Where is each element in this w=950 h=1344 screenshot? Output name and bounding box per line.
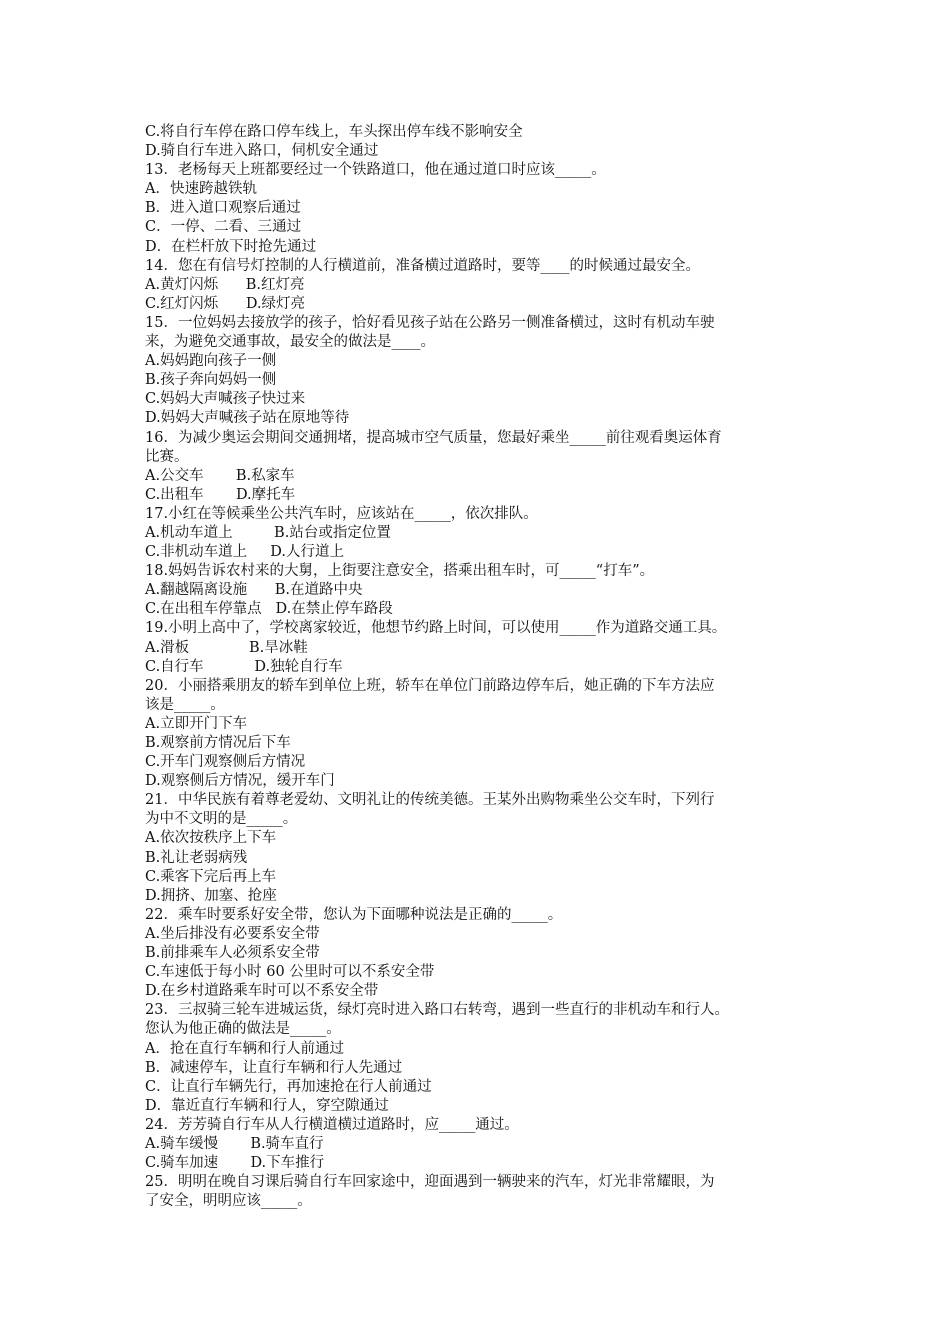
text-line: C.红灯闪烁 D.绿灯亮 (145, 295, 306, 312)
text-line: A.坐后排没有必要系安全带 (145, 925, 320, 942)
text-line: 您认为他正确的做法是_____。 (145, 1021, 341, 1038)
text-line: A．快速跨越铁轨 (145, 181, 257, 198)
text-line: D．在栏杆放下时抢先通过 (145, 238, 317, 255)
text-line: D.在乡村道路乘车时可以不系安全带 (145, 983, 379, 1000)
text-line: 来，为避免交通事故，最安全的做法是____。 (145, 334, 435, 351)
text-line: 15．一位妈妈去接放学的孩子，恰好看见孩子站在公路另一侧准备横过，这时有机动车驶 (145, 314, 715, 331)
text-line: 为中不文明的是_____。 (145, 811, 298, 828)
text-line: B.礼让老弱病残 (145, 849, 248, 866)
text-line: 14．您在有信号灯控制的人行横道前，准备横过道路时，要等____的时候通过最安全。 (145, 257, 700, 274)
text-line: 17.小红在等候乘坐公共汽车时，应该站在_____，依次排队。 (145, 505, 538, 522)
text-line: 21．中华民族有着尊老爱幼、文明礼让的传统美德。王某外出购物乘坐公交车时，下列行 (145, 792, 715, 809)
text-line: C.出租车 D.摩托车 (145, 486, 296, 503)
text-line: C.车速低于每小时 60 公里时可以不系安全带 (145, 964, 435, 981)
text-line: A．抢在直行车辆和行人前通过 (145, 1040, 344, 1057)
text-line: 比赛。 (145, 448, 189, 465)
text-line: C.骑车加速 D.下车推行 (145, 1155, 325, 1172)
text-line: A.黄灯闪烁 B.红灯亮 (145, 276, 305, 293)
text-line: 该是_____。 (145, 696, 225, 713)
text-line: 25．明明在晚自习课后骑自行车回家途中，迎面遇到一辆驶来的汽车，灯光非常耀眼，为 (145, 1174, 715, 1191)
text-line: 16．为减少奥运会期间交通拥堵，提高城市空气质量，您最好乘坐_____前往观看奥运体育 (145, 429, 722, 446)
text-line: C．一停、二看、三通过 (145, 219, 302, 236)
text-line: B.观察前方情况后下车 (145, 735, 291, 751)
text-line: B．进入道口观察后通过 (145, 200, 301, 217)
text-line: B．减速停车，让直行车辆和行人先通过 (145, 1059, 403, 1076)
text-line: A.机动车道上 B.站台或指定位置 (145, 524, 391, 541)
text-line: B.孩子奔向妈妈一侧 (145, 372, 277, 389)
document-page (145, 123, 815, 1211)
text-line: A.依次按秩序上下车 (145, 830, 277, 847)
text-line: A.公交车 B.私家车 (145, 467, 295, 484)
text-line: 23．三叔骑三轮车进城运货，绿灯亮时进入路口右转弯，遇到一些直行的非机动车和行人。 (145, 1002, 729, 1019)
text-line: A.骑车缓慢 B.骑车直行 (145, 1135, 324, 1152)
text-line: A.立即开门下车 (145, 715, 248, 732)
text-line: C.妈妈大声喊孩子快过来 (145, 391, 306, 408)
text-line: C.非机动车道上 D.人行道上 (145, 544, 344, 561)
text-line: 19.小明上高中了，学校离家较近，他想节约路上时间，可以使用_____作为道路交通工具。 (145, 620, 727, 637)
text-line: A.妈妈跑向孩子一侧 (145, 353, 277, 370)
text-line: C.自行车 D.独轮自行车 (145, 658, 343, 675)
text-line: C.乘客下完后再上车 (145, 868, 277, 885)
text-line: 20．小丽搭乘朋友的轿车到单位上班，轿车在单位门前路边停车后，她正确的下车方法应 (145, 677, 715, 694)
text-line: D.骑自行车进入路口，伺机安全通过 (145, 143, 379, 160)
text-line: D.观察侧后方情况，缓开车门 (145, 773, 335, 790)
text-line: 了安全，明明应该_____。 (145, 1193, 312, 1210)
text-line: C.开车门观察侧后方情况 (145, 754, 306, 771)
text-line: 22．乘车时要系好安全带，您认为下面哪种说法是正确的_____。 (145, 906, 563, 923)
text-line: 24．芳芳骑自行车从人行横道横过道路时，应_____通过。 (145, 1116, 519, 1133)
text-line: A.翻越隔离设施 B.在道路中央 (145, 582, 363, 599)
text-line: A.滑板 B.旱冰鞋 (145, 639, 308, 656)
text-line: 18.妈妈告诉农村来的大舅，上街要注意安全，搭乘出租车时，可_____“打车”。 (145, 563, 655, 580)
text-line: D.拥挤、加塞、抢座 (145, 887, 277, 904)
text-line: C．让直行车辆先行，再加速抢在行人前通过 (145, 1078, 432, 1095)
text-line: C.将自行车停在路口停车线上，车头探出停车线不影响安全 (145, 124, 523, 140)
text-line: C.在出租车停靠点 D.在禁止停车路段 (145, 601, 393, 618)
text-line: B.前排乘车人必须系安全带 (145, 945, 320, 962)
text-line: D．靠近直行车辆和行人，穿空隙通过 (145, 1097, 389, 1114)
text-line: D.妈妈大声喊孩子站在原地等待 (145, 410, 350, 427)
text-line: 13．老杨每天上班都要经过一个铁路道口，他在通过道口时应该_____。 (145, 162, 606, 179)
